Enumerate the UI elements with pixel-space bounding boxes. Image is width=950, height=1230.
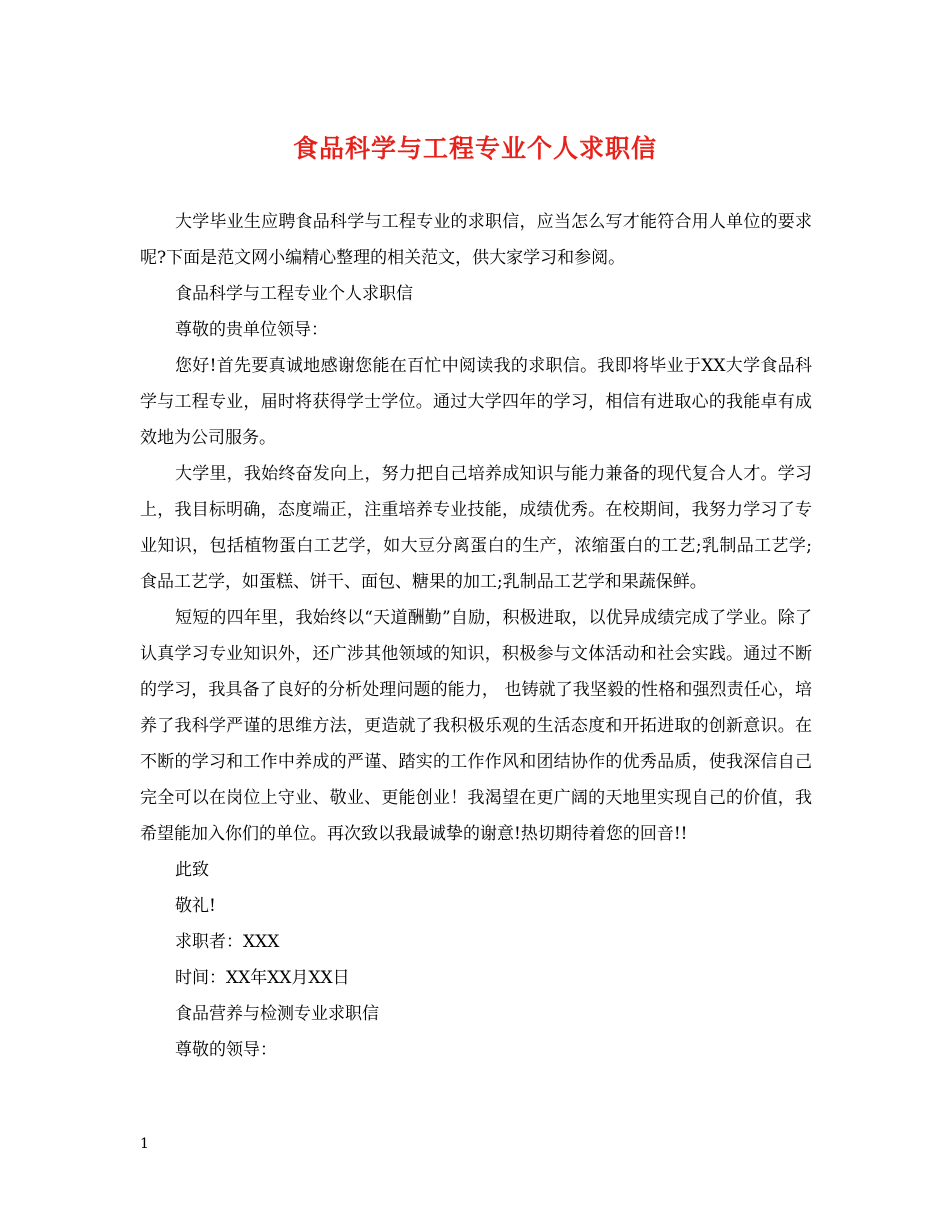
second-salutation: 尊敬的领导： xyxy=(175,1040,277,1060)
body-paragraph-3: 短短的四年里，我始终以“天道酬勤”自励，积极进取，以优异成绩完成了学业。除了认真学习专业知识外，还广涉其他领域的知识，积极参与文体活动和社会实践。通过不断的学习，我具备了良好的分析处理问题的能力， 也铸就了我坚毅的性格和强烈责任心，培养了我科学严谨的思维方法，更造就了我积极乐观的生活态度和开拓进取的创新意识。在不断的学习和工作中养成的严谨、踏实的工作作风和团结协作的优秀品质，使我深信自己完全可以在岗位上守业、敬业、更能创业！我渴望在更广阔的天地里实现自己的价值，我希望能加入你们的单位。再次致以我最诚挚的谢意!热切期待着您的回音!! xyxy=(140,608,812,844)
page-number: 1 xyxy=(140,1136,149,1152)
applicant-signature: 求职者：XXX xyxy=(175,932,280,952)
letter-heading: 食品科学与工程专业个人求职信 xyxy=(175,284,413,304)
second-letter-heading: 食品营养与检测专业求职信 xyxy=(175,1004,379,1024)
letter-date: 时间：XX年XX月XX日 xyxy=(175,968,350,988)
body-paragraph-1: 您好!首先要真诚地感谢您能在百忙中阅读我的求职信。我即将毕业于XX大学食品科学与工程专业，届时将获得学士学位。通过大学四年的学习，相信有进取心的我能卓有成效地为公司服务。 xyxy=(140,356,812,448)
body-paragraph-2: 大学里，我始终奋发向上，努力把自己培养成知识与能力兼备的现代复合人才。学习上，我目标明确，态度端正，注重培养专业技能，成绩优秀。在校期间，我努力学习了专业知识，包括植物蛋白工艺学，如大豆分离蛋白的生产，浓缩蛋白的工艺;乳制品工艺学;食品工艺学，如蛋糕、饼干、面包、糖果的加工;乳制品工艺学和果蔬保鲜。 xyxy=(140,464,812,592)
closing-line-1: 此致 xyxy=(175,860,209,880)
document-title: 食品科学与工程专业个人求职信 xyxy=(292,134,657,163)
document-body xyxy=(140,204,812,1068)
closing-line-2: 敬礼! xyxy=(175,896,216,916)
salutation: 尊敬的贵单位领导： xyxy=(175,320,328,340)
intro-paragraph: 大学毕业生应聘食品科学与工程专业的求职信，应当怎么写才能符合用人单位的要求呢?下面是范文网小编精心整理的相关范文，供大家学习和参阅。 xyxy=(140,212,812,268)
